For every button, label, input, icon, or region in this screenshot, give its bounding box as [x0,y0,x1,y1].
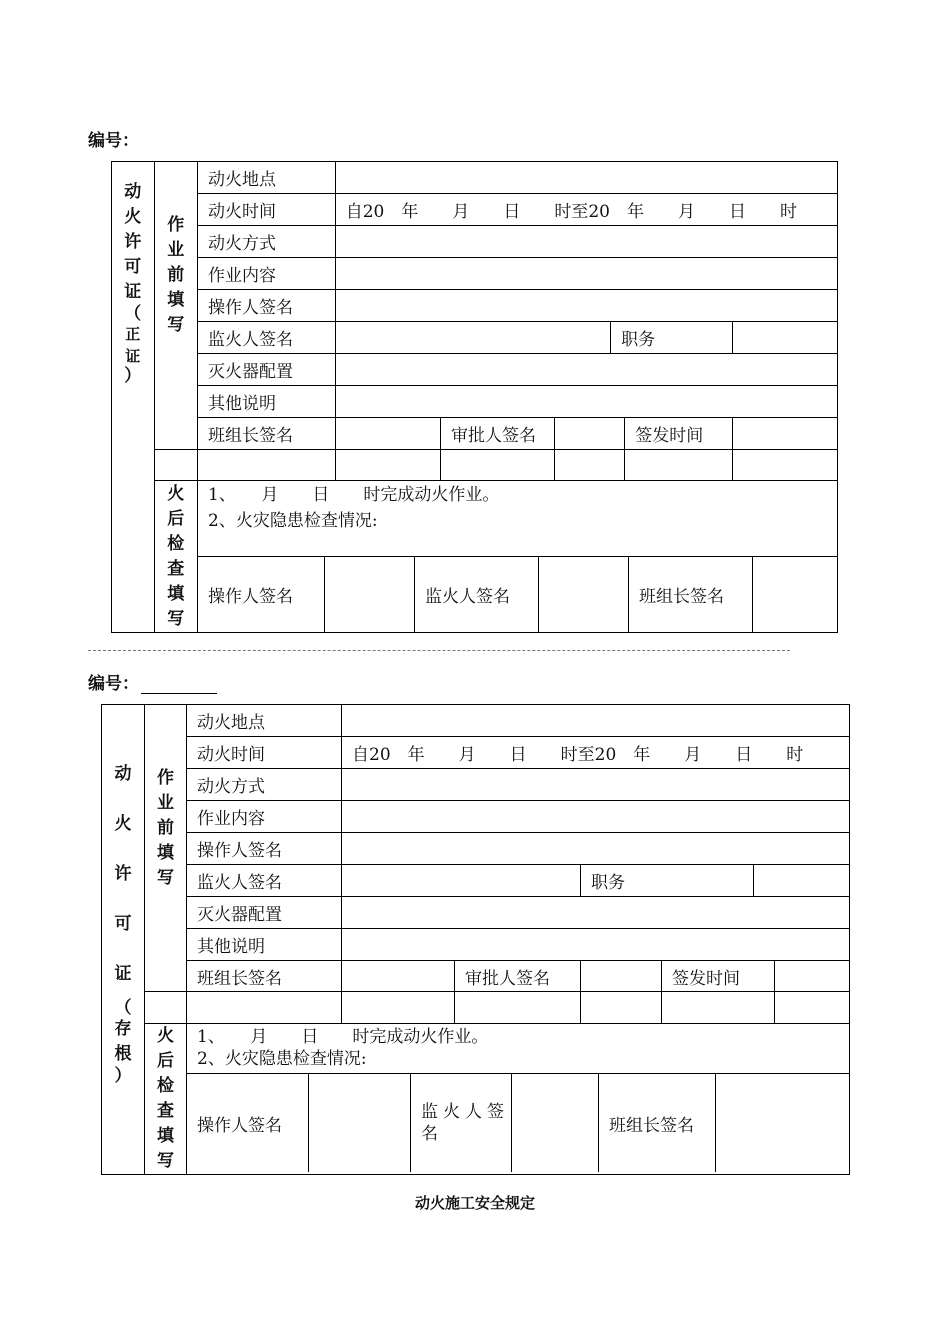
form2-location-label: 动火地点 [187,705,342,737]
form2-number-field[interactable] [141,679,217,694]
form2-other-field[interactable] [342,929,850,961]
form1-method-label: 动火方式 [198,226,336,258]
form1-after-supervisor-field[interactable] [539,557,629,632]
form2-permit-table [101,704,850,1175]
form1-issue-time-field[interactable] [732,418,837,450]
form1-blank-cell[interactable] [335,450,440,481]
form1-other-field[interactable] [335,386,837,418]
form2-method-field[interactable] [342,769,850,801]
form1-operator-field[interactable] [335,290,837,322]
form1-time-label: 动火时间 [198,194,336,226]
form2-after-label: 火 后 检 查 填 写 [145,1024,187,1175]
form2-after-supervisor-field[interactable] [512,1074,599,1172]
form2-number-label: 编号： [88,669,217,694]
form1-other-label: 其他说明 [198,386,336,418]
form2-time-field[interactable]: 自20 年 月 日 时至20 年 月 日 时 [342,737,850,769]
form2-after-leader-field[interactable] [716,1074,849,1172]
footer-document-title: 动火施工安全规定 [414,1194,535,1212]
form1-leader-field[interactable] [335,418,440,450]
form1-supervisor-label: 监火人签名 [198,322,336,354]
form1-after-check-area [198,481,838,633]
form1-blank-cell[interactable] [198,450,336,481]
form1-method-field[interactable] [335,226,837,258]
form1-after-leader-label: 班组长签名 [629,557,753,632]
form1-before-label: 作 业 前 填 写 [154,162,198,450]
form2-position-field[interactable] [754,865,850,897]
form2-operator-label: 操作人签名 [187,833,342,865]
form1-after-line2: 2、火灾隐患检查情况: [208,511,378,531]
form2-blank-cell[interactable] [455,992,581,1024]
form2-time-label: 动火时间 [187,737,342,769]
form2-blank-cell[interactable] [342,992,455,1024]
form1-number-label: 编号： [88,131,139,151]
form1-after-operator-field[interactable] [325,557,415,632]
form1-position-field[interactable] [732,322,837,354]
form2-approver-label: 审批人签名 [455,961,581,992]
form2-leader-label: 班组长签名 [187,961,342,992]
form2-approver-field[interactable] [581,961,662,992]
form1-issue-time-label: 签发时间 [625,418,732,450]
form2-before-label: 作 业 前 填 写 [145,705,187,992]
form2-operator-field[interactable] [342,833,850,865]
form1-content-label: 作业内容 [198,258,336,290]
form1-location-label: 动火地点 [198,162,336,194]
form2-after-check-area [187,1024,850,1175]
form2-blank-cell[interactable] [581,992,662,1024]
form1-approver-label: 审批人签名 [441,418,555,450]
form2-other-label: 其他说明 [187,929,342,961]
form2-supervisor-field[interactable] [342,865,581,897]
cut-line [88,650,790,651]
form1-blank-cell[interactable] [625,450,732,481]
form1-extinguisher-label: 灭火器配置 [198,354,336,386]
form1-extinguisher-field[interactable] [335,354,837,386]
form1-after-label: 火 后 检 查 填 写 [154,481,198,633]
form2-content-label: 作业内容 [187,801,342,833]
form1-supervisor-field[interactable] [335,322,610,354]
form1-leader-label: 班组长签名 [198,418,336,450]
form1-time-field[interactable]: 自20 年 月 日 时至20 年 月 日 时 [335,194,837,226]
form1-after-line1: 1、 月 日 时完成动火作业。 [208,485,500,505]
form2-location-field[interactable] [342,705,850,737]
form1-side-label: 动 火 许 可 证 （ 正 证 ） [112,162,155,633]
form1-blank-cell[interactable] [555,450,625,481]
form2-content-field[interactable] [342,801,850,833]
form2-supervisor-label: 监火人签名 [187,865,342,897]
form2-after-operator-field[interactable] [309,1074,411,1172]
form2-after-leader-label: 班组长签名 [599,1074,716,1172]
form2-after-supervisor-label: 监火人签名 [411,1074,512,1172]
form2-method-label: 动火方式 [187,769,342,801]
form1-content-field[interactable] [335,258,837,290]
form2-position-label: 职务 [581,865,754,897]
form2-after-line2: 2、火灾隐患检查情况: [197,1049,367,1069]
form2-blank-cell [145,992,187,1024]
form2-extinguisher-field[interactable] [342,897,850,929]
form2-after-line1: 1、 月 日 时完成动火作业。 [197,1027,489,1047]
form2-blank-cell[interactable] [662,992,775,1024]
form2-issue-time-field[interactable] [775,961,850,992]
form1-operator-label: 操作人签名 [198,290,336,322]
form1-approver-field[interactable] [555,418,625,450]
form2-blank-cell[interactable] [775,992,850,1024]
form1-blank-cell [154,450,198,481]
form1-after-leader-field[interactable] [753,557,837,632]
form2-extinguisher-label: 灭火器配置 [187,897,342,929]
form1-after-operator-label: 操作人签名 [198,557,325,632]
form1-blank-cell[interactable] [732,450,837,481]
form1-permit-table [111,161,838,633]
form2-issue-time-label: 签发时间 [662,961,775,992]
form1-after-supervisor-label: 监火人签名 [415,557,539,632]
form2-leader-field[interactable] [342,961,455,992]
form1-location-field[interactable] [335,162,837,194]
form1-position-label: 职务 [611,322,732,354]
form2-side-label: 动 火 许 可 证 （ 存 根 ） [102,705,145,1175]
form1-blank-cell[interactable] [441,450,555,481]
form2-after-operator-label: 操作人签名 [187,1074,309,1172]
form2-blank-cell[interactable] [187,992,342,1024]
